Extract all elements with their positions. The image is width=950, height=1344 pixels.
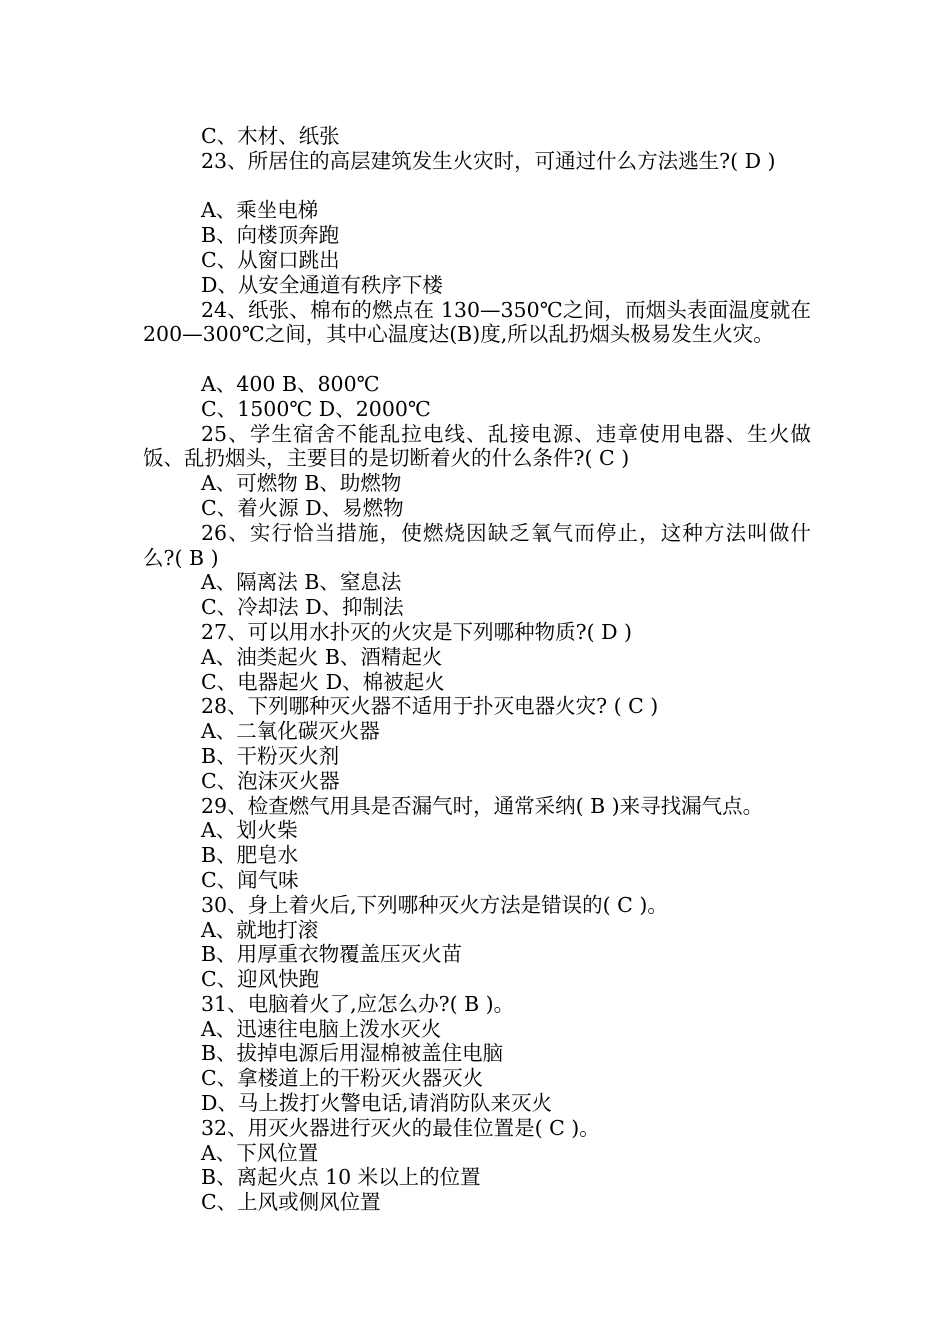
- question-line: 28、下列哪种灭火器不适用于扑灭电器火灾? ( C ): [201, 694, 659, 719]
- option-line: A、划火柴: [201, 818, 298, 843]
- option-line: C、从窗口跳出: [201, 247, 340, 272]
- option-line: C、冷却法 D、抑制法: [201, 595, 404, 620]
- question-line: 27、可以用水扑灭的火灾是下列哪种物质?( D ): [201, 619, 633, 644]
- option-line: A、可燃物 B、助燃物: [201, 471, 402, 496]
- option-line: A、乘坐电梯: [201, 198, 319, 223]
- document-body: [143, 124, 811, 1215]
- option-line: C、上风或侧风位置: [201, 1190, 381, 1215]
- question-line: 31、电脑着火了,应怎么办?( B )。: [201, 991, 515, 1016]
- question-line: 30、身上着火后,下列哪种灭火方法是错误的( C )。: [201, 892, 668, 917]
- option-line: C、闻气味: [201, 867, 299, 892]
- option-line: B、肥皂水: [201, 843, 299, 868]
- question-paragraph: 26、实行恰当措施，使燃烧因缺乏氧气而停止，这种方法叫做什么?( B ): [143, 520, 811, 570]
- option-line: A、油类起火 B、酒精起火: [201, 644, 443, 669]
- question-line: 29、检查燃气用具是否漏气时，通常采纳( B )来寻找漏气点。: [201, 793, 764, 818]
- option-line: D、马上拨打火警电话,请消防队来灭火: [201, 1091, 552, 1116]
- option-line: A、400 B、800℃: [201, 371, 380, 396]
- option-line: C、泡沫灭火器: [201, 768, 340, 793]
- option-line: A、下风位置: [201, 1140, 319, 1165]
- question-paragraph: 25、学生宿舍不能乱拉电线、乱接电源、违章使用电器、生火做饭、乱扔烟头，主要目的是切断着火的什么条件?( C ): [143, 421, 811, 471]
- option-line: B、干粉灭火剂: [201, 743, 340, 768]
- question-paragraph: 23、所居住的高层建筑发生火灾时，可通过什么方法逃生?( D ): [201, 148, 776, 173]
- question-line: 32、用灭火器进行灭火的最佳位置是( C )。: [201, 1115, 600, 1140]
- option-line: A、二氧化碳灭火器: [201, 719, 380, 744]
- option-line: B、拔掉电源后用湿棉被盖住电脑: [201, 1041, 504, 1066]
- option-line: B、离起火点 10 米以上的位置: [201, 1165, 481, 1190]
- question-paragraph: 24、纸张、棉布的燃点在 130—350℃之间，而烟头表面温度就在 200—300℃之间，其中心温度达(B)度,所以乱扔烟头极易发生火灾。: [143, 297, 811, 347]
- option-line: B、用厚重衣物覆盖压灭火苗: [201, 942, 463, 967]
- option-line: C、1500℃ D、2000℃: [201, 396, 431, 421]
- option-line: C、木材、纸张: [201, 124, 340, 148]
- option-line: C、着火源 D、易燃物: [201, 495, 404, 520]
- option-line: A、就地打滚: [201, 917, 319, 942]
- option-line: D、从安全通道有秩序下楼: [201, 272, 443, 297]
- option-line: A、迅速往电脑上泼水灭火: [201, 1016, 442, 1041]
- option-line: C、迎风快跑: [201, 967, 320, 992]
- option-line: A、隔离法 B、窒息法: [201, 570, 402, 595]
- option-line: C、电器起火 D、棉被起火: [201, 669, 445, 694]
- option-line: C、拿楼道上的干粉灭火器灭火: [201, 1066, 484, 1091]
- option-line: B、向楼顶奔跑: [201, 223, 340, 248]
